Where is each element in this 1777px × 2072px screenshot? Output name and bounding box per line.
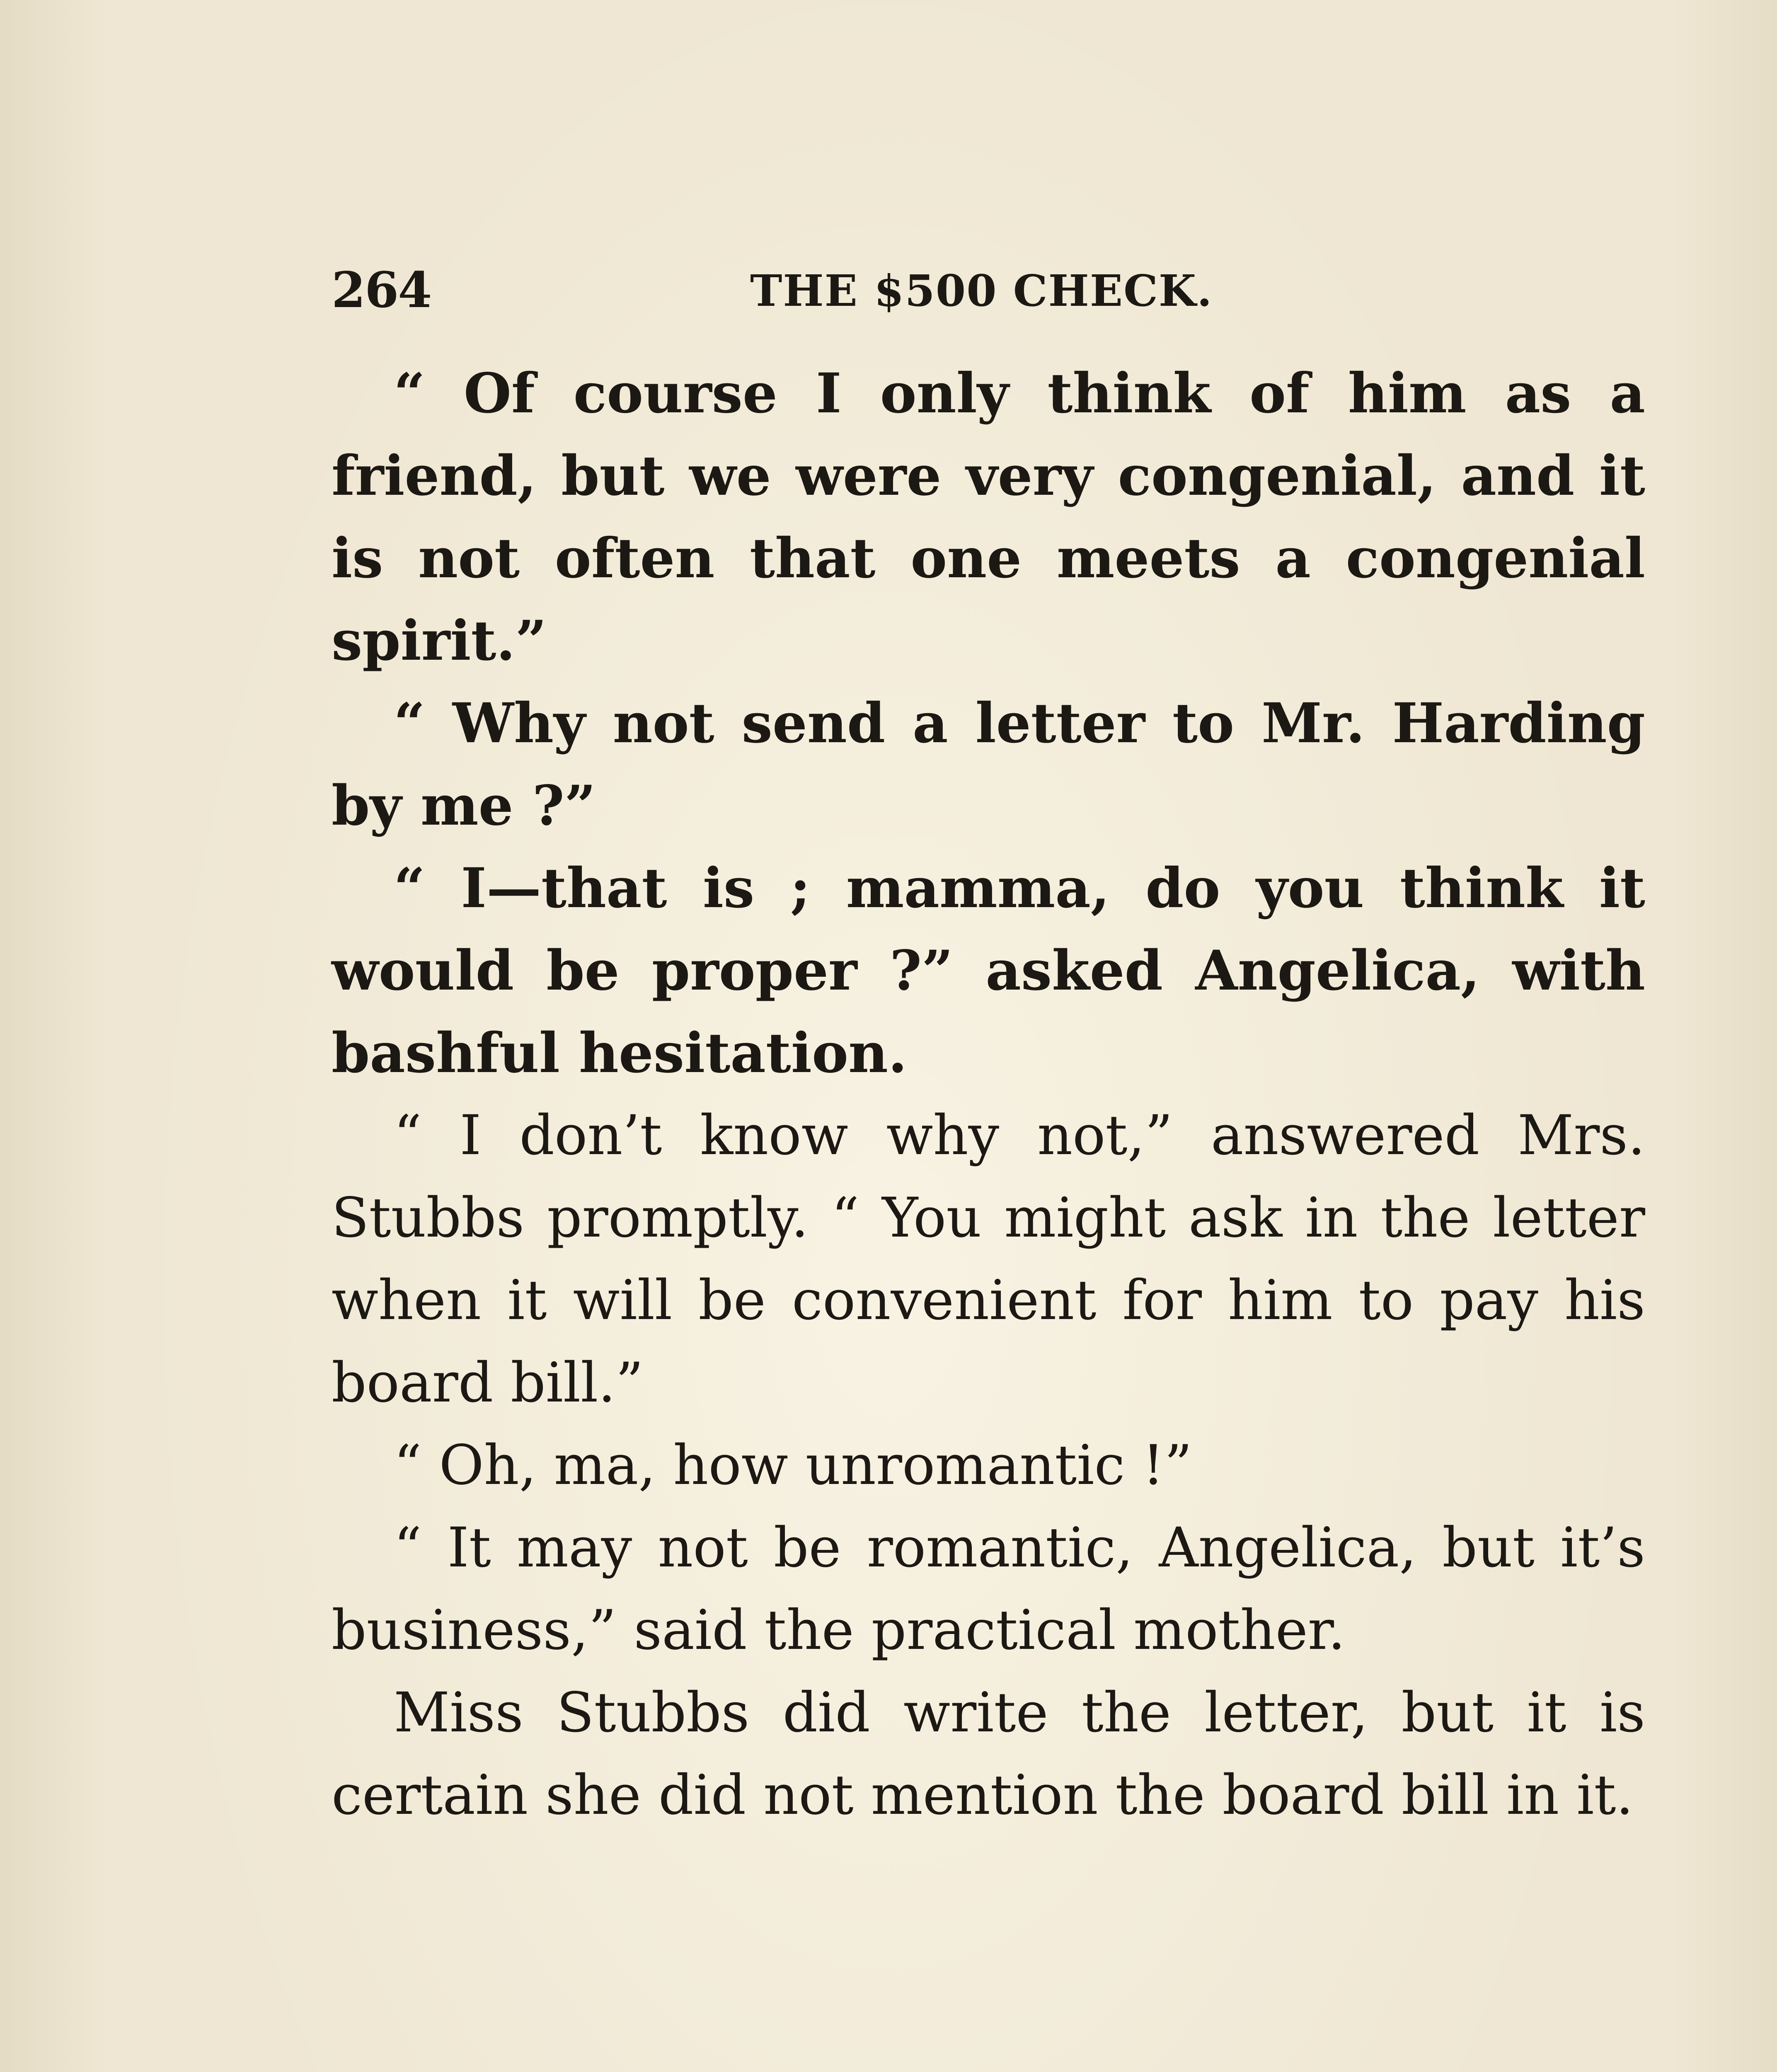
body-text: [332, 352, 1645, 1837]
paragraph: “ It may not be romantic, Angelica, but it’s business,” said the practical mother.: [332, 1516, 1645, 1662]
paragraph: Miss Stubbs did write the letter, but it is certain she did not mention the board bill in it.: [332, 1681, 1645, 1827]
running-header: [332, 249, 1450, 323]
paragraph: “ Of course I only think of him as a friend, but we were very congenial, and it is not often that one meets a congenial spirit.”: [332, 361, 1645, 673]
page-number: 264: [332, 261, 431, 319]
paragraph: “ Why not send a letter to Mr. Harding by me ?”: [332, 691, 1645, 838]
paragraph: “ Oh, ma, how unromantic !”: [394, 1433, 1192, 1497]
running-title: THE $500 CHECK.: [750, 265, 1213, 316]
paragraph: “ I—that is ; mamma, do you think it would be proper ?” asked Angelica, with bashful hesitation.: [332, 856, 1645, 1085]
paragraph: “ I don’t know why not,” answered Mrs. Stubbs promptly. “ You might ask in the letter when it will be convenient for him to pay his board bill.”: [332, 1104, 1645, 1415]
